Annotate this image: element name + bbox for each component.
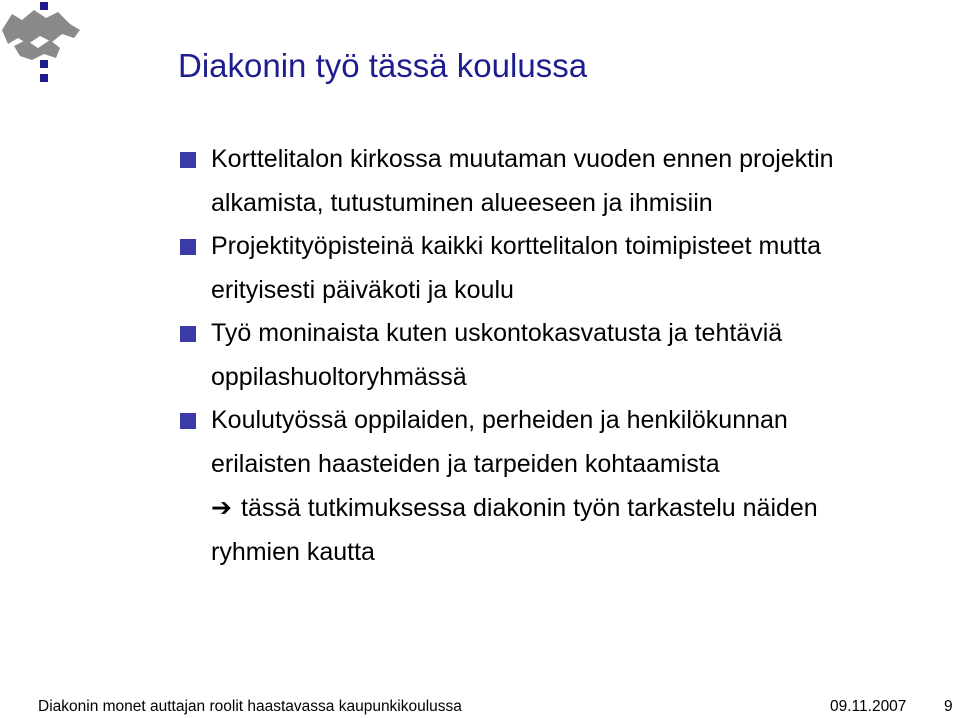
arrow-line <box>211 486 950 531</box>
bullet-line: alkamista, tutustuminen alueeseen ja ihmisiin <box>211 188 713 217</box>
footer-date: 09.11.2007 <box>830 698 907 715</box>
bullet-line: Korttelitalon kirkossa muutaman vuoden ennen projektin <box>211 145 834 173</box>
bullet-line: tässä tutkimuksessa diakonin työn tarkastelu näiden <box>241 494 818 522</box>
bullet-line: Koulutyössä oppilaiden, perheiden ja henkilökunnan <box>211 406 788 434</box>
bullet-item <box>180 225 950 312</box>
bullet-line: Työ moninaista kuten uskontokasvatusta ja tehtäviä <box>211 319 783 347</box>
slide-title: Diakonin työ tässä koulussa <box>178 47 588 84</box>
slide-footer <box>0 696 960 718</box>
footer-text: Diakonin monet auttajan roolit haastavassa kaupunkikoulussa <box>38 698 462 715</box>
bullet-line: oppilashuoltoryhmässä <box>211 362 467 391</box>
right-arrow-icon: ➔ <box>211 493 232 522</box>
bullet-item <box>180 312 950 399</box>
square-bullet-icon <box>180 413 196 429</box>
bullet-line: ryhmien kautta <box>211 537 375 566</box>
square-bullet-icon <box>180 326 196 342</box>
bullet-item <box>180 399 950 574</box>
bullet-line: erityisesti päiväkoti ja koulu <box>211 275 514 304</box>
square-bullet-icon <box>180 152 196 168</box>
square-bullet-icon <box>180 239 196 255</box>
bullet-line: erilaisten haasteiden ja tarpeiden kohtaamista <box>211 449 720 478</box>
bullet-line: Projektityöpisteinä kaikki korttelitalon toimipisteet mutta <box>211 232 821 260</box>
page-number: 9 <box>944 698 953 715</box>
bullet-list <box>180 138 950 574</box>
university-logo-icon <box>0 0 96 86</box>
bullet-item <box>180 138 950 225</box>
